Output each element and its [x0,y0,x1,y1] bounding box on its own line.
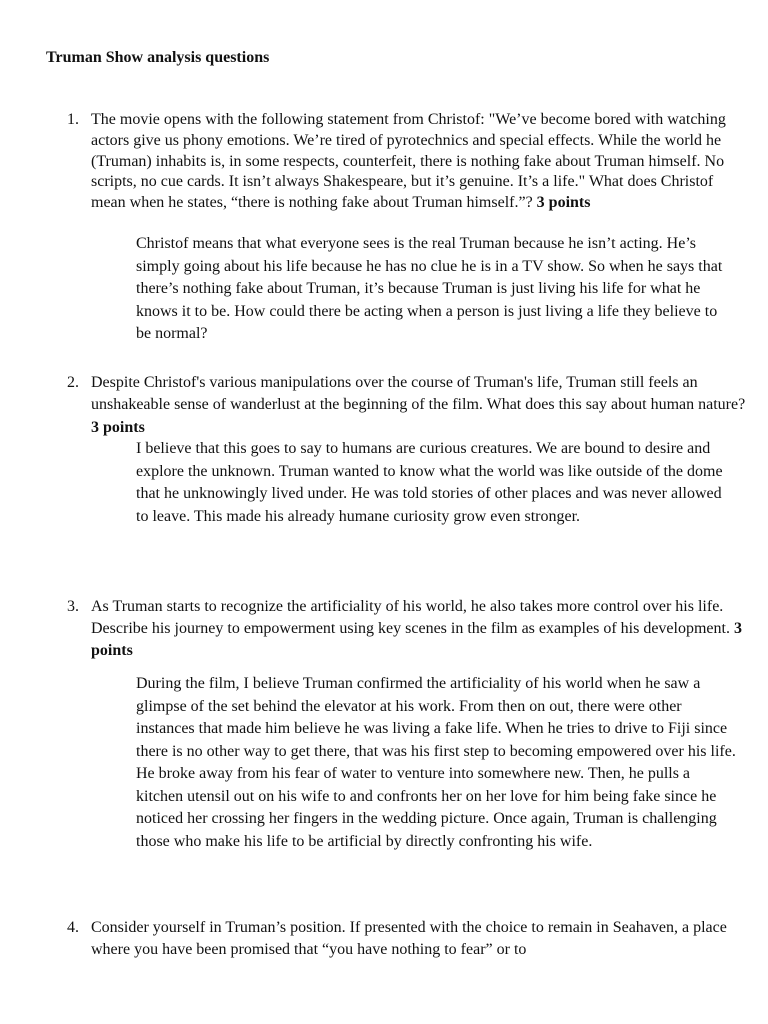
question-text: The movie opens with the following statement from Christof: "We’ve become bored with watching actors give us phony emotions. We’re tired of pyrotechnics and special effects. While the world he (Truman) inhabits is, in some respects, counterfeit, there is nothing fake about Truman himself. No scripts, no cue cards. It isn’t always Shakespeare, but it’s genuine. It’s a life." What does Christof mean when he states, “there is nothing fake about Truman himself.”? 3 points [91,111,726,212]
question-number: 2. [67,374,79,391]
points-label: 3 points [536,194,591,212]
document-title: Truman Show analysis questions [46,49,270,66]
question-4 [67,917,747,962]
question-text: As Truman starts to recognize the artificiality of his world, he also takes more control over his life. Describe his journey to empowerment using key scenes in the film as examples of his development. 3 points [91,598,742,660]
question-number: 1. [67,111,79,128]
answer-2: I believe that this goes to say to humans are curious creatures. We are bound to desire and explore the unknown. Truman wanted to know what the world was like outside of the dome that he unknowingly lived under. He was told stories of other places and was never allowed to leave. This made his already humane curiosity grow even stronger. [136,440,723,525]
question-3 [67,596,747,663]
question-text: Despite Christof's various manipulations over the course of Truman's life, Truman still feels an unshakeable sense of wanderlust at the beginning of the film. What does this say about human nature? 3 points [91,374,746,436]
question-2 [67,372,747,439]
question-number: 3. [67,598,79,615]
answer-1: Christof means that what everyone sees is the real Truman because he isn’t acting. He’s simply going about his life because he has no clue he is in a TV show. So when he says that there’s nothing fake about Truman, it’s because Truman is just living his life for what he knows it to be. How could there be acting when a person is just living a life they believe to be normal? [136,235,723,342]
points-label: 3 points [91,620,742,660]
question-1 [67,110,747,214]
question-number: 4. [67,919,79,936]
answer-3: During the film, I believe Truman confirmed the artificiality of his world when he saw a glimpse of the set behind the elevator at his work. From then on out, there were other instances that made him believe he was living a fake life. When he tries to drive to Fiji since there is no other way to get there, that was his first step to becoming empowered over his life. He broke away from his fear of water to venture into somewhere new. Then, he pulls a kitchen utensil out on his wife to and confronts her on her love for him being fake since he noticed her crossing her fingers in the wedding picture. Once again, Truman is challenging those who make his life to be artificial by directly confronting his wife. [136,675,736,850]
points-label: 3 points [91,418,145,436]
question-text: Consider yourself in Truman’s position. If presented with the choice to remain in Seahaven, a place where you have been promised that “you have nothing to fear” or to [91,919,727,959]
